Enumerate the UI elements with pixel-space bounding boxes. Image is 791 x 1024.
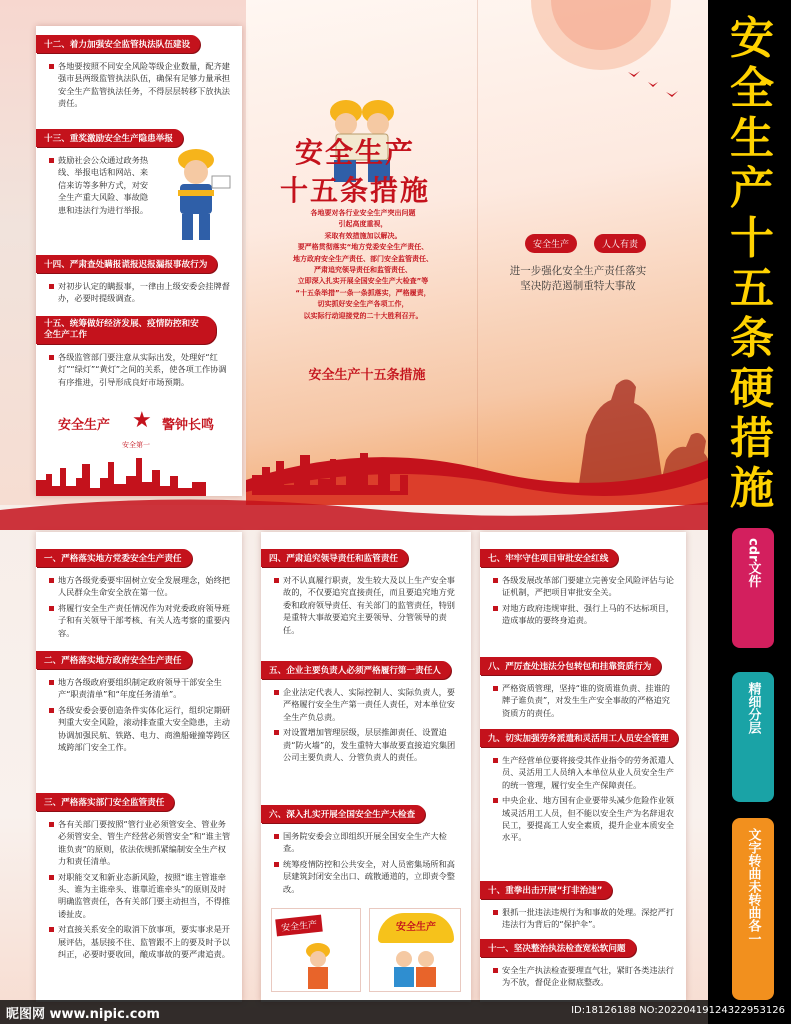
section-item: 对职能交叉和新业态新风险，按照“谁主管谁牵头、谁为主谁牵头、谁靠近谁牵头”的原则及时明确监管责任，各有关部门要主动担当，不得推诿扯皮。 [44, 871, 232, 921]
section-item: 严格资质管理，坚持“谁的资质谁负责、挂谁的牌子谁负责”，对发生生产安全事故的严格追究资质方的责任。 [488, 682, 676, 719]
section-10 [480, 878, 686, 931]
cover-pill-left: 安全生产 [525, 234, 577, 253]
section-item: 对设置增加管理层级，层层推卸责任、设置追责“防火墙”的，发生重特大事故要直接追究集团公司主要负责人、分管负责人的责任。 [269, 726, 461, 763]
section-item: 对直接关系安全的取消下放事项，要实事求是开展评估，基层接不住、监管跟不上的要及时予以纠正，必要时要收回，酿成事故的要严肃追责。 [44, 923, 232, 960]
bottom-red-wave [0, 490, 708, 530]
section-heading: 一、严格落实地方党委安全生产责任 [36, 549, 192, 567]
section-8 [480, 654, 686, 719]
safety-image-right [369, 908, 461, 992]
section-item: 各级发展改革部门要建立完善安全风险评估与论证机制，严把项目审批安全关。 [488, 574, 676, 599]
cover-subtitle-line2: 坚决防范遏制重特大事故 [520, 280, 636, 292]
section-9 [480, 726, 686, 844]
section-item: 安全生产执法检查要理直气壮，紧盯各类违法行为不放，督促企业彻底整改。 [488, 964, 676, 989]
section-item: 将履行安全生产责任情况作为对党委政府领导班子和有关领导干部考核、有关人选考察的重要内容。 [44, 602, 232, 639]
safety-image-left [271, 908, 361, 992]
section-item: 统筹疫情防控和公共安全，对人员密集场所和高层建筑封闭安全出口、疏散通道的，立即责令整改。 [269, 858, 461, 895]
watermark-site: 昵图网 www.nipic.com [6, 1007, 160, 1022]
section-item: 地方各级党委要牢固树立安全发展理念，始终把人民群众生命安全放在第一位。 [44, 574, 232, 599]
section-heading: 六、深入扎实开展全国安全生产大检查 [261, 805, 425, 823]
section-heading: 十五、统筹做好经济发展、疫情防控和安全生产工作 [36, 316, 216, 344]
mid-intro-text [258, 208, 468, 322]
section-item: 各级监管部门要注意从实际出发，处理好“红灯”“绿灯”“黄灯”之间的关系，使各项工作协调有序推进，引导形成良好市场预期。 [44, 351, 232, 388]
mid-text-line: 严肃追究领导责任和监管责任、 [314, 266, 412, 275]
vertical-title: 安全生产十五条硬措施 [730, 13, 774, 514]
cover-subtitle [498, 264, 658, 294]
image-banner-text: 安全生产 [275, 915, 323, 937]
section-item: 对初步认定的瞒报事，一律由上级安委会挂牌督办，必要时提级调查。 [44, 280, 232, 305]
section-5 [261, 658, 471, 763]
tag-label: cdr文件 [745, 538, 761, 588]
section-heading: 八、严厉查处违法分包转包和挂靠资质行为 [480, 657, 661, 675]
section-heading: 七、牢牢守住项目审批安全红线 [480, 549, 618, 567]
section-heading: 十二、着力加强安全监管执法队伍建设 [36, 35, 200, 53]
section-heading: 九、切实加强劳务派遣和灵活用工人员安全管理 [480, 729, 678, 747]
birds-icon [626, 64, 686, 104]
tag-cdr [732, 528, 774, 648]
section-11 [480, 936, 686, 989]
mid-text-line: 地方政府安全生产责任、部门安全监管责任、 [293, 254, 433, 263]
section-item: 中央企业、地方国有企业要带头减少危险作业领域灵活用工人员，但不能以安全生产为名辞退农民工，要提高工人安全素质，提升企业本质安全水平。 [488, 794, 676, 844]
worker-icon [298, 941, 338, 991]
section-heading: 四、严肃追究领导责任和监管责任 [261, 549, 408, 567]
section-heading: 十三、重奖激励安全生产隐患举报 [36, 129, 183, 147]
mid-text-line: 采取有效措施加以解决。 [324, 231, 402, 240]
section-1 [36, 546, 242, 639]
section-7 [480, 546, 686, 627]
mid-text-line: 立即深入扎实开展全国安全生产大检查”等 [297, 277, 429, 286]
worker-cartoon [158, 146, 238, 246]
section-item: 狠抓一批违法违规行为和事故的处理。深挖严打违法行为背后的“保护伞”。 [488, 906, 676, 931]
panel-top-left [36, 26, 242, 496]
slogan-right: 警钟长鸣 [162, 418, 215, 433]
section-2 [36, 648, 242, 753]
section-item: 企业法定代表人、实际控制人、实际负责人，要严格履行安全生产第一责任人责任，对本单位安全生产负总责。 [269, 686, 461, 723]
section-item: 各级安委会要创造条件实体化运行，组织定期研判重大安全风险，滚动排查重大安全隐患，主动协调加强民航、铁路、电力、商渔船碰撞等跨区域跨部门安全工作。 [44, 704, 232, 754]
section-item: 对地方政府违规审批、强行上马的不达标项目，造成事故的要终身追责。 [488, 602, 676, 627]
panel-bottom-left [36, 532, 242, 1002]
section-item: 对不认真履行职责，发生较大及以上生产安全事故的，不仅要追究直接责任，而且要追究地方党委和政府领导责任、有关部门的监管责任，特别是重特大事故要追究主要领导、分管领导的责任。 [269, 574, 461, 636]
section-6 [261, 802, 471, 895]
tag-label: 文字转曲未转曲各一 [745, 828, 761, 945]
section-item: 生产经营单位要将接受其作业指令的劳务派遣人员、灵活用工人员纳入本单位从业人员安全生产的统一管理，履行安全生产保障责任。 [488, 754, 676, 791]
watermark-id: ID:18126188 NO:20220419124322953126 [571, 1005, 785, 1016]
panel-bottom-right [480, 532, 686, 1002]
mid-cover-label: 安全生产十五条措施 [308, 368, 426, 383]
star-icon: ★ [132, 408, 152, 433]
section-heading: 十、重拳出击开展“打非治违” [480, 881, 612, 899]
helmet-text: 安全生产 [378, 913, 454, 943]
section-heading: 三、严格落实部门安全监管责任 [36, 793, 174, 811]
cover-title-line1: 安全生产 [294, 136, 415, 169]
tag-label: 精细分层 [745, 682, 761, 734]
cover-title-line2: 十五条措施 [279, 174, 430, 207]
section-item: 地方各级政府要组织制定政府领导干部安全生产“职责清单”和“年度任务清单”。 [44, 676, 232, 701]
section-4 [261, 546, 471, 636]
slogan-small: 安全第一 [122, 441, 150, 449]
section-item: 鼓励社会公众通过政务热线、举报电话和网站、来信来访等多种方式，对安全生产重大风险、事故隐患和违法行为进行举报。 [44, 154, 154, 216]
mid-text-line: 以实际行动迎接党的二十大胜利召开。 [303, 311, 423, 320]
section-heading: 十四、严肃查处瞒报谎报迟报漏报事故行为 [36, 255, 217, 273]
cover-subtitle-line1: 进一步强化安全生产责任落实 [509, 265, 647, 277]
family-icon [386, 947, 446, 991]
cover-pill-right: 人人有责 [594, 234, 646, 253]
section-heading: 二、严格落实地方政府安全生产责任 [36, 651, 192, 669]
mid-text-line: 各地要对各行业安全生产突出问题 [310, 209, 416, 217]
section-item: 国务院安委会立即组织开展全国安全生产大检查。 [269, 830, 461, 855]
mid-text-line: 切实抓好安全生产各项工作， [317, 300, 409, 309]
mid-text-line: “十五条举措”一条一条抓落实，严格履责， [295, 288, 431, 297]
section-heading: 五、企业主要负责人必须严格履行第一责任人 [261, 661, 451, 679]
slogan-left: 安全生产 [58, 418, 111, 433]
section-3 [36, 790, 242, 960]
section-item: 各地要按照不同安全风险等级企业数量，配齐建强市县两级监管执法队伍，确保有足够力量承担安全生产监管执法任务，不得层层转移下放执法责任。 [44, 60, 232, 110]
section-14 [36, 252, 242, 305]
section-15 [36, 316, 242, 388]
mid-text-line: 要严格贯彻落实“地方党委安全生产责任、 [297, 243, 429, 252]
glow-emblem [486, 0, 708, 70]
tag-text-outline [732, 818, 774, 1000]
cover-title [260, 134, 450, 210]
section-item: 各有关部门要按照“管行业必须管安全、管业务必须管安全、管生产经营必须管安全”和“谁主管谁负责”的原则，依法依规抓紧编制安全生产权力和责任清单。 [44, 818, 232, 868]
section-12 [36, 32, 242, 110]
skyline-illustration [252, 435, 472, 495]
panel-bottom-middle [261, 532, 471, 1002]
tag-layers [732, 672, 774, 802]
section-heading: 十一、坚决整治执法检查宽松软问题 [480, 939, 636, 957]
mid-text-line: 引起高度重视， [338, 220, 388, 229]
